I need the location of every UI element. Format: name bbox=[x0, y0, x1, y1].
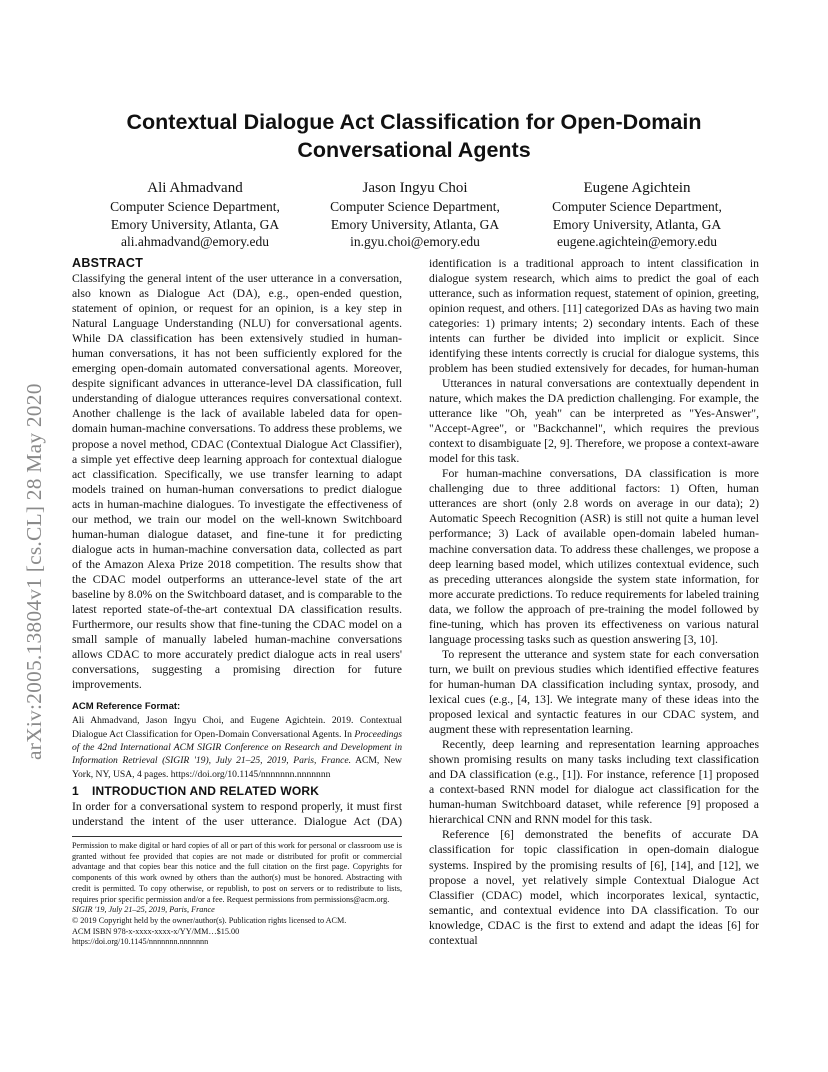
author-email: eugene.agichtein@emory.edu bbox=[557, 234, 717, 249]
author-affiliation: Emory University, Atlanta, GA bbox=[110, 216, 280, 232]
author-name: Eugene Agichtein bbox=[583, 180, 691, 196]
acm-reference-venue: Proceedings of the 42nd International ACM SIGIR Conference on Research and Development in Information Retrieval (SIGIR '19), July 21–25, 2019, Paris, France. bbox=[72, 728, 402, 767]
author-1 bbox=[75, 178, 315, 251]
venue-text: SIGIR '19, July 21–25, 2019, Paris, France bbox=[72, 905, 215, 915]
title-line-1: Contextual Dialogue Act Classification for Open-Domain bbox=[126, 110, 702, 134]
author-department: Computer Science Department, bbox=[110, 199, 280, 214]
section-number: 1 bbox=[72, 783, 79, 798]
author-name: Ali Ahmadvand bbox=[147, 180, 243, 196]
acm-reference-text bbox=[72, 714, 402, 780]
title-line-2: Conversational Agents bbox=[297, 138, 531, 162]
doi-line: https://doi.org/10.1145/nnnnnnn.nnnnnnn bbox=[72, 937, 209, 947]
section-title: INTRODUCTION AND RELATED WORK bbox=[92, 783, 320, 798]
permission-notice: Permission to make digital or hard copies of all or part of this work for personal or classroom use is granted without fee provided that copies are not made or distributed for profit or commercial advantage and that copies bear this notice and the full citation on the first page. Copyrights for components of this work owned by others than the author(s) must be honored. Abstracting with credit is permitted. To copy otherwise, or republish, to post on servers or to redistribute to lists, requires prior specific permission and/or a fee. Request permissions from permissions@acm.org. bbox=[72, 841, 402, 904]
author-email: in.gyu.choi@emory.edu bbox=[350, 234, 480, 249]
acm-reference-doi: ACM, New York, NY, USA, 4 pages. https://doi.org/10.1145/nnnnnnn.nnnnnnn bbox=[72, 755, 402, 780]
intro-paragraph-6: Reference [6] demonstrated the benefits of accurate DA classification for topic classification in open-domain dialogue systems. Inspired by the promising results of [6], [14], and [12], we propose a novel, yet relatively simple Contextual Dialogue Act Classifier (CDAC) model, which incorporates lexical, syntactic, semantic, and contextual evidence into DA classification. To our knowledge, CDAC is the first to extend and adapt the ideas [6] for contextual bbox=[429, 828, 759, 947]
copyright-line: © 2019 Copyright held by the owner/author(s). Publication rights licensed to ACM. bbox=[72, 915, 347, 925]
copyright-footnote bbox=[72, 836, 402, 948]
isbn-line: ACM ISBN 978-x-xxxx-xxxx-x/YY/MM…$15.00 bbox=[72, 926, 240, 936]
arxiv-sidebar-stamp bbox=[22, 280, 50, 760]
author-name: Jason Ingyu Choi bbox=[362, 180, 468, 196]
abstract-heading: ABSTRACT bbox=[72, 256, 144, 270]
author-3 bbox=[517, 178, 757, 251]
intro-paragraph-5: Recently, deep learning and representation learning approaches shown promising results on many tasks including text classification and DA classification (e.g., [1]). For instance, reference [1] proposed a context-based RNN model for dialogue act classification for the human-human Switchboard dataset, while reference [9] proposed a hierarchical CNN and RNN model for this task. bbox=[429, 738, 759, 827]
acm-reference-authors: Ali Ahmadvand, Jason Ingyu Choi, and Eugene Agichtein. 2019. Contextual Dialogue Act Classification for Open-Domain Conversational Agents. In bbox=[72, 715, 402, 740]
intro-paragraph-1-text: identification is a traditional approach to intent classification in dialogue system research, which aims to predict the goal of each utterance, such as information request, statement of opinion, greeting, opinion request, and others. [11] categorized DAs as having two main categories: 1) primary intents; 2) secondary intents. Each of these intents can further be divided into implicit or explicit. Since identifying these intents correctly is crucial for dialogue systems, this problem has been studied extensively for decades, for human-human bbox=[429, 257, 759, 376]
right-column bbox=[429, 256, 759, 948]
section-heading bbox=[72, 783, 402, 799]
author-department: Computer Science Department, bbox=[330, 199, 500, 214]
author-department: Computer Science Department, bbox=[552, 199, 722, 214]
intro-paragraph-1: In order for a conversational system to respond properly, it must first understand the intent of the user utterance. Dialogue Act (DA) bbox=[72, 799, 402, 828]
intro-paragraph-4: To represent the utterance and system state for each conversation turn, we built on previous studies which identified effective features for human-human DA classification including syntax, prosody, and lexical cues (e.g., [4, 13]. We integrate many of these ideas into the proposed lexical and syntactic features in our CDAC system, and augment these with representation learning. bbox=[429, 647, 759, 737]
acm-reference-heading: ACM Reference Format: bbox=[72, 701, 181, 713]
author-affiliation: Emory University, Atlanta, GA bbox=[330, 216, 500, 232]
intro-paragraph-1-continued bbox=[429, 256, 759, 376]
paper-title bbox=[60, 108, 768, 164]
author-2 bbox=[295, 178, 535, 251]
intro-paragraph-2: Utterances in natural conversations are contextually dependent in nature, which makes the DA prediction challenging. For example, the utterance like "Oh, yeah" can be interpreted as "Yes-Answer", "Accept-Agree", or "Backchannel", which requires the previous context to disambiguate [2, 9]. Therefore, we propose a context-aware model for this task. bbox=[429, 377, 759, 466]
author-affiliation: Emory University, Atlanta, GA bbox=[552, 216, 722, 232]
abstract-text: Classifying the general intent of the user utterance in a conversation, also known as Dialogue Act (DA), e.g., open-ended question, statement of opinion, or request for an opinion, is a key step in Natural Language Understanding (NLU) for conversational agents. While DA classification has been extensively studied in human-human conversations, it has not been sufficiently explored for the emerging open-domain automated conversational agents. Moreover, despite significant advances in utterance-level DA classification, full understanding of dialogue utterances requires conversational context. Another challenge is the lack of available labeled data for open-domain human-machine conversations. To address these problems, we propose a novel method, CDAC (Contextual Dialogue Act Classifier), a simple yet effective deep learning approach for contextual dialogue act classification. Specifically, we use transfer learning to adapt models trained on human-human conversations to predict dialogue acts in human-machine dialogues. To investigate the effectiveness of our method, we train our model on the well-known Switchboard human-human dialogue dataset, and fine-tune it for predicting dialogue acts in human-machine conversation data, collected as part of the Amazon Alexa Prize 2018 competition. The results show that the CDAC model outperforms an utterance-level state of the art baseline by 8.0% on the Switchboard dataset, and is comparable to the latest reported state-of-the-art contextual DA classification results. Furthermore, our results show that fine-tuning the CDAC model on a small sample of manually labeled human-machine conversations allows CDAC to more accurately predict dialogue acts in real users' conversations, suggesting a promising direction for future improvements. bbox=[72, 272, 402, 692]
intro-paragraph-3: For human-machine conversations, DA classification is more challenging due to three additional factors: 1) Often, human utterances are short (only 2.8 words on average in our data); 2) Automatic Speech Recognition (ASR) is still not quite a human level performance; 3) Lack of available open-domain labeled human-machine conversation data. To address these challenges, we propose a deep learning based model, which utilizes contextual evidence, such as preceding utterances alongside the system state information, for more accurate predictions. To reduce requirements for labeled training data, we follow the approach of pre-training the model followed by fine-tuning, which has proven its effectiveness on various natural language processing tasks such as question answering [3, 10]. bbox=[429, 467, 759, 646]
arxiv-id: arXiv:2005.13804v1 [cs.CL] 28 May 2020 bbox=[22, 383, 46, 760]
author-email: ali.ahmadvand@emory.edu bbox=[120, 234, 269, 249]
conference-venue bbox=[72, 905, 402, 916]
left-column bbox=[72, 256, 402, 829]
